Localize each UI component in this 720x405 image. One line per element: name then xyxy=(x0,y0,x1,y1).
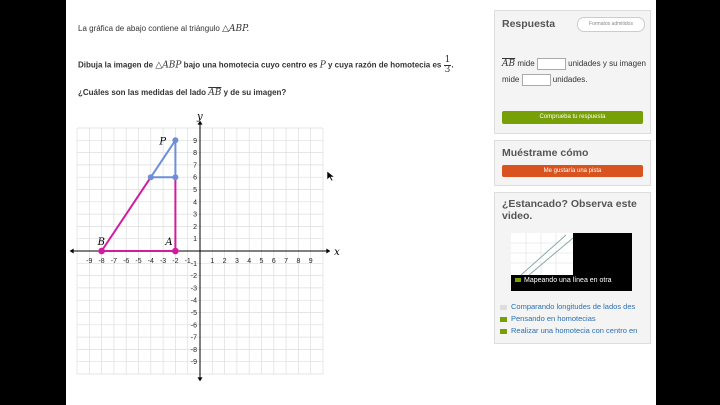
video-link-1[interactable] xyxy=(500,301,648,313)
answer-sentence xyxy=(502,56,647,88)
x-tick-label: -9 xyxy=(86,258,93,265)
x-tick-label: -4 xyxy=(147,258,154,265)
x-axis-arrow-right xyxy=(326,249,330,254)
y-tick-label: -2 xyxy=(190,273,197,281)
y-tick-label: 7 xyxy=(193,162,197,170)
y-tick-label: 2 xyxy=(193,223,197,231)
video-player[interactable] xyxy=(511,233,632,291)
x-tick-label: 6 xyxy=(271,258,276,265)
y-tick-label: -3 xyxy=(190,285,197,293)
y-tick-label: -9 xyxy=(190,359,197,367)
x-tick-label: 9 xyxy=(308,258,313,265)
point-b xyxy=(98,248,105,255)
center-point-symbol: P xyxy=(319,60,326,71)
question-text-b: y de su imagen? xyxy=(221,88,287,97)
response-panel xyxy=(494,10,651,134)
video-icon xyxy=(500,329,507,334)
answer-text-2: unidades y su imagen mide xyxy=(502,59,646,84)
video-caption xyxy=(515,277,612,284)
video-link-2-label: Pensando en homotecias xyxy=(511,314,596,323)
x-tick-label: -8 xyxy=(98,258,105,265)
x-tick-label: 5 xyxy=(259,258,264,265)
x-tick-label: -7 xyxy=(110,258,118,265)
x-tick-label: 8 xyxy=(296,258,301,265)
video-panel-title: ¿Estancado? Observa este video. xyxy=(502,198,637,222)
hint-panel xyxy=(494,140,651,186)
answer-segment-symbol: $\overline{AB}$ xyxy=(502,59,516,69)
coordinate-graph[interactable] xyxy=(66,110,340,380)
video-link-3[interactable] xyxy=(500,325,648,337)
image-point-a xyxy=(172,174,178,180)
image-length-input[interactable] xyxy=(522,74,551,86)
intro-text: La gráfica de abajo contiene al triángulo xyxy=(78,24,223,33)
video-panel xyxy=(494,192,651,344)
y-tick-label: -6 xyxy=(190,322,197,330)
x-tick-label: -6 xyxy=(123,258,130,265)
article-icon xyxy=(500,305,507,310)
triangle-symbol: △ABP. xyxy=(222,24,250,34)
question-text-a: ¿Cuáles son las medidas del lado xyxy=(78,88,209,97)
x-tick-label: 1 xyxy=(210,258,215,265)
x-tick-label: 7 xyxy=(284,258,289,265)
ratio-numerator: 1 xyxy=(444,55,451,65)
y-axis-arrow-bottom xyxy=(198,377,203,381)
check-answer-button[interactable]: Comprueba tu respuesta xyxy=(502,111,643,124)
ratio-period: . xyxy=(451,60,454,70)
segment-ab-symbol: $\overline{AB}$ xyxy=(208,88,222,98)
formats-button[interactable]: Formatos admitidos xyxy=(577,17,645,32)
video-links xyxy=(500,301,648,337)
y-tick-label: -8 xyxy=(190,346,197,354)
x-tick-label: -5 xyxy=(135,258,142,265)
point-label-b: B xyxy=(97,237,105,248)
video-link-2[interactable] xyxy=(500,313,648,325)
video-thumbnail-graph xyxy=(511,233,573,275)
answer-text-3: unidades. xyxy=(550,75,588,84)
point-a xyxy=(172,248,179,255)
video-thumbnail xyxy=(511,233,573,275)
point-p xyxy=(172,137,178,143)
instruction-text-b: bajo una homotecia cuyo centro es xyxy=(181,60,320,70)
answer-text-1: mide xyxy=(515,59,537,68)
video-camera-icon xyxy=(515,278,521,282)
hint-title: Muéstrame cómo xyxy=(502,147,589,159)
instruction-text-c: y cuya razón de homotecia es xyxy=(325,60,444,70)
y-tick-label: 4 xyxy=(193,199,197,207)
hint-button[interactable]: Me gustaría una pista xyxy=(502,165,643,177)
triangle-symbol-2: △ABP xyxy=(155,60,182,71)
video-link-3-label: Realizar una homotecia con centro en xyxy=(511,326,638,335)
x-tick-label: 3 xyxy=(234,258,239,265)
y-tick-label: 6 xyxy=(193,174,197,182)
y-tick-label: 9 xyxy=(193,137,197,145)
y-tick-label: 8 xyxy=(193,150,197,158)
y-tick-label: -5 xyxy=(190,310,197,317)
response-title: Respuesta xyxy=(502,18,556,30)
image-point-b xyxy=(148,174,154,180)
x-tick-label: -3 xyxy=(159,258,167,265)
video-link-1-label: Comparando longitudes de lados des xyxy=(511,302,636,311)
x-tick-label: 4 xyxy=(247,258,252,265)
point-label-p: P xyxy=(159,136,167,148)
y-tick-label: 1 xyxy=(193,236,197,244)
problem-page xyxy=(66,0,656,405)
x-axis-arrow-left xyxy=(70,249,74,254)
y-tick-label: -1 xyxy=(190,260,197,268)
segment-length-input[interactable] xyxy=(537,58,566,70)
x-tick-label: -2 xyxy=(172,258,179,265)
x-tick-label: 2 xyxy=(222,258,227,265)
x-axis-label: x xyxy=(334,247,340,258)
y-tick-label: -7 xyxy=(190,334,197,342)
video-caption-text: Mapeando una línea en otra xyxy=(524,277,612,284)
x-tick-label: -1 xyxy=(184,258,191,265)
problem-instruction xyxy=(78,56,454,75)
y-axis-label: y xyxy=(197,111,203,123)
y-tick-label: -4 xyxy=(190,297,197,305)
instruction-text-a: Dibuja la imagen de xyxy=(78,60,156,70)
y-tick-label: 5 xyxy=(193,187,197,194)
video-icon xyxy=(500,317,507,322)
point-label-a: A xyxy=(165,237,173,248)
y-tick-label: 3 xyxy=(193,211,197,219)
problem-intro xyxy=(78,24,249,34)
ratio-denominator: 3 xyxy=(444,65,451,75)
mouse-cursor-icon xyxy=(326,170,336,182)
problem-question xyxy=(78,88,286,98)
